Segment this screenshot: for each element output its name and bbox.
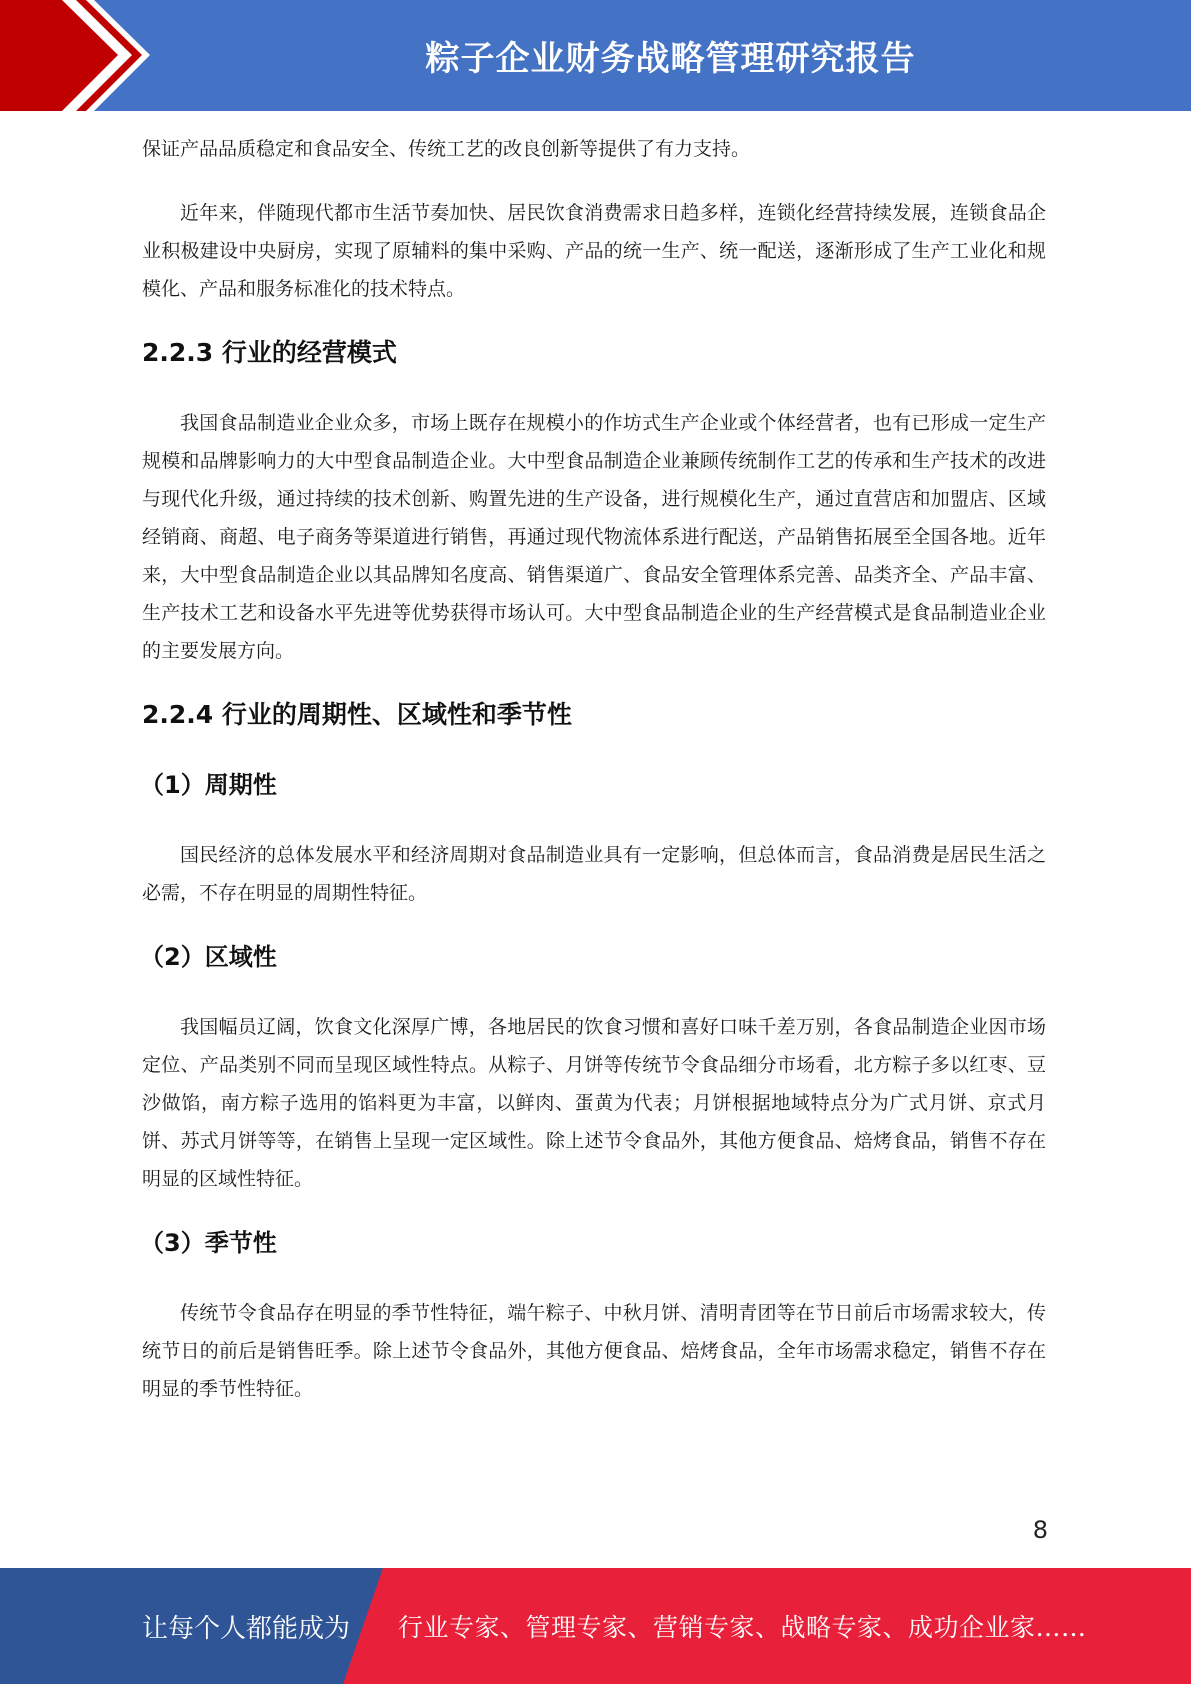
page-header	[0, 0, 1191, 111]
paragraph-chain-operation: 近年来，伴随现代都市生活节奏加快、居民饮食消费需求日趋多样，连锁化经营持续发展，连锁食品企业积极建设中央厨房，实现了原辅料的集中采购、产品的统一生产、统一配送，逐渐形成了生产工业化和规模化、产品和服务标准化的技术特点。	[142, 202, 1046, 300]
document-body	[142, 130, 1046, 1408]
subheading-cyclicality: （1）周期性	[140, 771, 277, 799]
section-heading-2-2-4: 2.2.4 行业的周期性、区域性和季节性	[142, 700, 572, 729]
paragraph-continuation: 保证产品品质稳定和食品安全、传统工艺的改良创新等提供了有力支持。	[142, 138, 751, 160]
subheading-regionality: （2）区域性	[140, 943, 277, 971]
header-arrow-decoration	[0, 0, 170, 111]
section-heading-2-2-3: 2.2.3 行业的经营模式	[142, 338, 397, 367]
paragraph-regionality: 我国幅员辽阔，饮食文化深厚广博，各地居民的饮食习惯和喜好口味千差万别，各食品制造企业因市场定位、产品类别不同而呈现区域性特点。从粽子、月饼等传统节令食品细分市场看，北方粽子多以红枣、豆沙做馅，南方粽子选用的馅料更为丰富，以鲜肉、蛋黄为代表；月饼根据地域特点分为广式月饼、京式月饼、苏式月饼等等，在销售上呈现一定区域性。除上述节令食品外，其他方便食品、焙烤食品，销售不存在明显的区域性特征。	[142, 1016, 1046, 1190]
paragraph-business-model: 我国食品制造业企业众多，市场上既存在规模小的作坊式生产企业或个体经营者，也有已形成一定生产规模和品牌影响力的大中型食品制造企业。大中型食品制造企业兼顾传统制作工艺的传承和生产技术的改进与现代化升级，通过持续的技术创新、购置先进的生产设备，进行规模化生产，通过直营店和加盟店、区域经销商、商超、电子商务等渠道进行销售，再通过现代物流体系进行配送，产品销售拓展至全国各地。近年来，大中型食品制造企业以其品牌知名度高、销售渠道广、食品安全管理体系完善、品类齐全、产品丰富、生产技术工艺和设备水平先进等优势获得市场认可。大中型食品制造企业的生产经营模式是食品制造业企业的主要发展方向。	[142, 412, 1046, 662]
footer-slogan-left: 让每个人都能成为	[142, 1613, 351, 1644]
page-footer	[0, 1568, 1191, 1684]
subheading-seasonality: （3）季节性	[140, 1229, 277, 1257]
page-number: 8	[1032, 1516, 1048, 1544]
paragraph-cyclicality: 国民经济的总体发展水平和经济周期对食品制造业具有一定影响，但总体而言，食品消费是居民生活之必需，不存在明显的周期性特征。	[142, 844, 1046, 904]
report-title: 粽子企业财务战略管理研究报告	[425, 39, 916, 79]
footer-slogan-right: 行业专家、管理专家、营销专家、战略专家、成功企业家……	[398, 1613, 1087, 1642]
paragraph-seasonality: 传统节令食品存在明显的季节性特征，端午粽子、中秋月饼、清明青团等在节日前后市场需求较大，传统节日的前后是销售旺季。除上述节令食品外，其他方便食品、焙烤食品，全年市场需求稳定，销售不存在明显的季节性特征。	[142, 1302, 1046, 1400]
